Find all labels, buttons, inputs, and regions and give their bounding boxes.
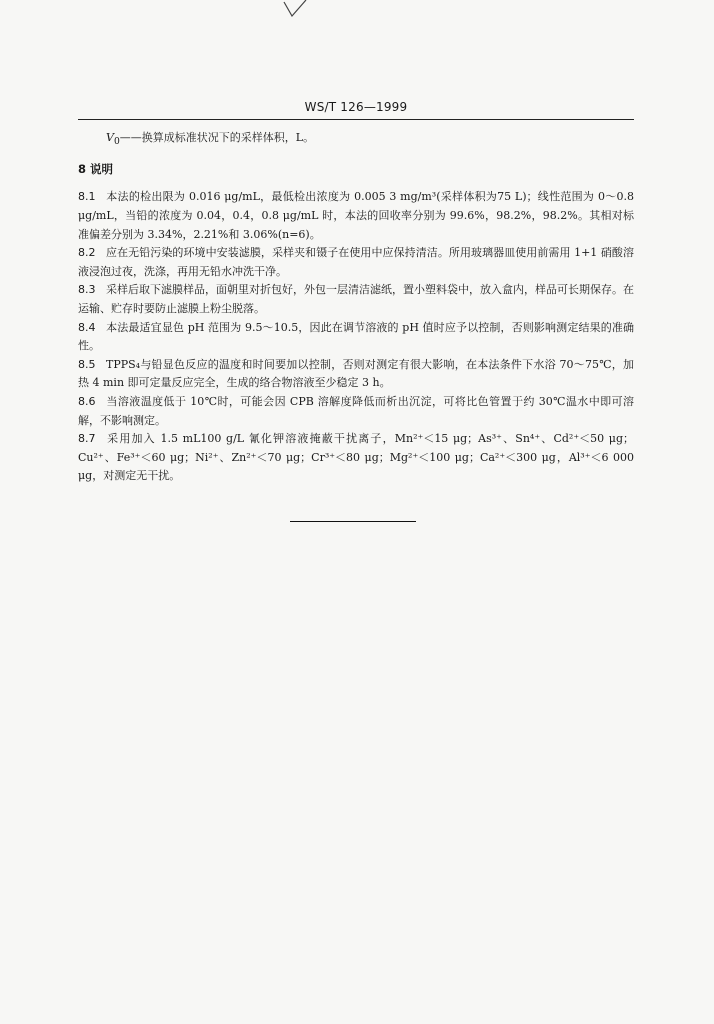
note-paragraph-8-3	[78, 281, 634, 318]
paragraph-text: TPPS₄与铅显色反应的温度和时间要加以控制，否则对测定有很大影响，在本法条件下水浴 70～75℃，加热 4 min 即可定量反应完全，生成的络合物溶液至少稳定 3 h。	[78, 357, 634, 390]
note-paragraph-8-2	[78, 244, 634, 281]
header-rule	[78, 119, 634, 120]
variable-symbol: V	[106, 131, 114, 144]
variable-definition	[78, 129, 634, 152]
paragraph-text: 当溶液温度低于 10℃时，可能会因 CPB 溶解度降低而析出沉淀，可将比色管置于约 30℃温水中即可溶解，不影响测定。	[78, 394, 634, 427]
paragraph-text: 采用加入 1.5 mL100 g/L 氰化钾溶液掩蔽干扰离子，Mn²⁺＜15 μg；As³⁺、Sn⁴⁺、Cd²⁺＜50 μg；Cu²⁺、Fe³⁺＜60 μg；Ni²⁺、Zn²⁺＜70 μg；Cr³⁺＜80 μg；Mg²⁺＜100 μg；Ca²⁺＜300 μg，Al³⁺＜6 000 μg，对测定无干扰。	[78, 432, 634, 483]
scan-mark-icon	[282, 0, 308, 20]
variable-definition-text: ——换算成标准状况下的采样体积，L。	[119, 131, 315, 144]
note-paragraph-8-1	[78, 188, 634, 244]
section-title: 8 说明	[78, 161, 114, 176]
paragraph-text: 采样后取下滤膜样品，面朝里对折包好，外包一层清洁滤纸，置小塑料袋中，放入盒内，样品可长期保存。在运输、贮存时要防止滤膜上粉尘脱落。	[78, 283, 634, 315]
note-paragraph-8-7	[78, 430, 634, 486]
paragraph-text: 本法的检出限为 0.016 μg/mL，最低检出浓度为 0.005 3 mg/m³(采样体积为75 L)；线性范围为 0～0.8 μg/mL，当铅的浓度为 0.04，0.4，0.8 μg/mL 时，本法的回收率分别为 99.6%，98.2%，98.2%。其相对标准偏差分别为 3.34%，2.21%和 3.06%(n=6)。	[78, 190, 634, 241]
page-header: WS/T 126—1999	[304, 100, 408, 114]
document-body	[78, 129, 634, 486]
paragraph-number: 8.3	[78, 283, 96, 297]
paragraph-text: 本法最适宜显色 pH 范围为 9.5～10.5，因此在调节溶液的 pH 值时应予以控制，否则影响测定结果的准确性。	[78, 320, 634, 353]
paragraph-number: 8.4	[78, 320, 96, 334]
note-paragraph-8-6	[78, 393, 634, 430]
paragraph-number: 8.2	[78, 246, 96, 260]
paragraph-number: 8.1	[78, 190, 96, 204]
paragraph-number: 8.6	[78, 394, 96, 408]
note-paragraph-8-5	[78, 356, 634, 393]
paragraph-text: 应在无铅污染的环境中安装滤膜，采样夹和镊子在使用中应保持清洁。所用玻璃器皿使用前需用 1+1 硝酸溶液浸泡过夜，洗涤，再用无铅水冲洗干净。	[78, 246, 634, 278]
variable-subscript: 0	[113, 136, 120, 148]
end-of-document-rule	[290, 521, 416, 522]
note-paragraph-8-4	[78, 319, 634, 356]
paragraph-number: 8.7	[78, 432, 96, 446]
paragraph-number: 8.5	[78, 357, 96, 371]
